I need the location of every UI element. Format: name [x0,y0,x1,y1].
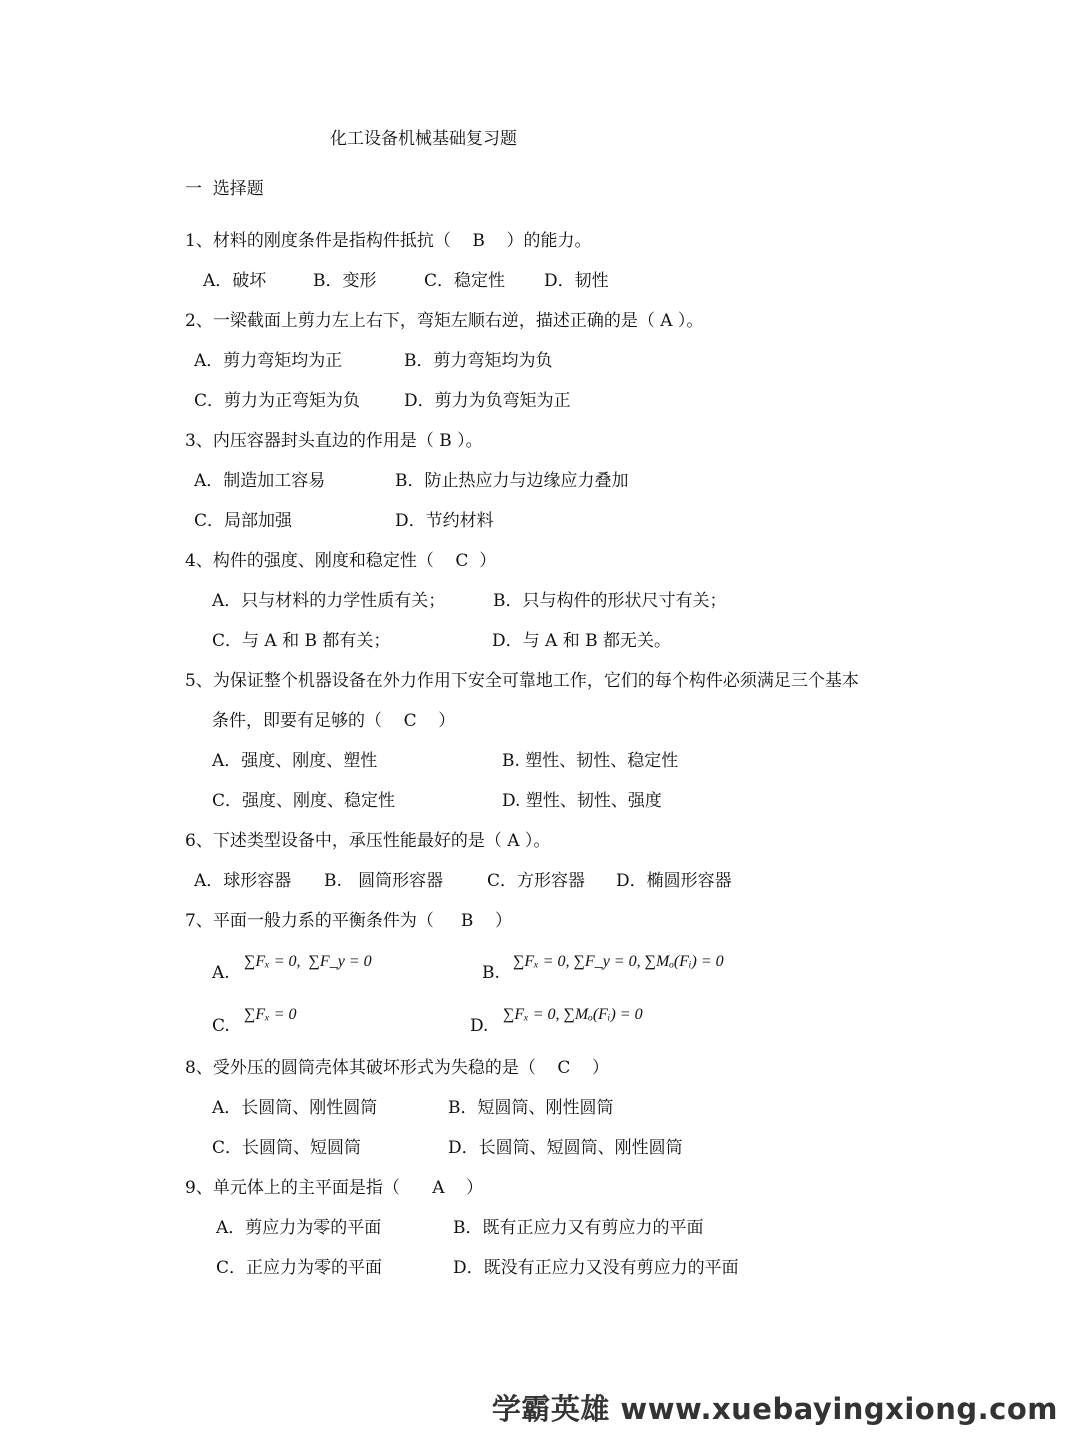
q4-option-c: C．与 A 和 B 都有关； [212,631,391,651]
question-2-stem: 2、一梁截面上剪力左上右下，弯矩左顺右逆，描述正确的是（ A ）。 [185,311,704,331]
question-9-stem: 9、单元体上的主平面是指（ A ） [185,1178,484,1198]
document-title: 化工设备机械基础复习题 [330,129,517,149]
q7-option-d-formula: ∑Fₓ = 0, ∑Mₒ(Fᵢ) = 0 [503,1006,643,1023]
q4-option-a: A．只与材料的力学性质有关； [212,591,446,611]
q6-option-c: C．方形容器 [487,871,586,891]
question-6-stem: 6、下述类型设备中，承压性能最好的是（ A ）。 [185,831,551,851]
site-watermark: 学霸英雄 www.xuebayingxiong.com [491,1392,1058,1426]
q6-option-a: A．球形容器 [194,871,292,891]
q2-option-b: B．剪力弯矩均为负 [404,351,553,371]
q4-option-b: B．只与构件的形状尺寸有关； [493,591,727,611]
q1-option-b: B．变形 [313,271,377,291]
q8-option-b: B．短圆筒、刚性圆筒 [448,1098,614,1118]
q3-option-c: C．局部加强 [194,511,293,531]
q9-option-b: B．既有正应力又有剪应力的平面 [453,1218,704,1238]
q7-option-c-formula: ∑Fₓ = 0 [244,1006,297,1023]
question-8-stem: 8、受外压的圆筒壳体其破坏形式为失稳的是（ C ） [185,1058,610,1078]
q1-option-d: D．韧性 [544,271,609,291]
q5-option-d: D. 塑性、韧性、强度 [502,791,662,811]
q9-option-d: D．既没有正应力又没有剪应力的平面 [453,1258,739,1278]
q2-option-c: C．剪力为正弯矩为负 [194,391,361,411]
q8-option-c: C．长圆筒、短圆筒 [212,1138,362,1158]
q8-option-a: A．长圆筒、刚性圆筒 [212,1098,378,1118]
q4-option-d: D．与 A 和 B 都无关。 [492,631,672,651]
q5-option-b: B. 塑性、韧性、稳定性 [502,751,679,771]
q7-option-b-label: B. [482,963,500,983]
q1-option-a: A．破坏 [203,271,267,291]
q2-option-a: A．剪力弯矩均为正 [194,351,343,371]
q7-option-a-label: A. [212,963,230,983]
q3-option-d: D．节约材料 [395,511,494,531]
q7-option-c-label: C. [212,1016,230,1036]
q7-option-d-label: D. [470,1016,489,1036]
section-heading: 一 选择题 [185,179,264,199]
q6-option-d: D．椭圆形容器 [616,871,732,891]
q7-option-a-formula: ∑Fₓ = 0, ∑F_y = 0 [244,953,372,970]
q5-option-c: C．强度、刚度、稳定性 [212,791,396,811]
q1-option-c: C．稳定性 [424,271,506,291]
q9-option-c: C．正应力为零的平面 [216,1258,383,1278]
q3-option-a: A．制造加工容易 [194,471,326,491]
q5-option-a: A．强度、刚度、塑性 [212,751,378,771]
question-5-stem: 5、为保证整个机器设备在外力作用下安全可靠地工作，它们的每个构件必须满足三个基本 [185,671,859,691]
question-7-stem: 7、平面一般力系的平衡条件为（ B ） [185,911,512,931]
q8-option-d: D．长圆筒、短圆筒、刚性圆筒 [448,1138,683,1158]
q9-option-a: A．剪应力为零的平面 [216,1218,382,1238]
q6-option-b: B. 圆筒形容器 [324,871,444,891]
q3-option-b: B．防止热应力与边缘应力叠加 [395,471,629,491]
question-3-stem: 3、内压容器封头直边的作用是（ B ）。 [185,431,483,451]
question-1-stem: 1、材料的刚度条件是指构件抵抗（ B ）的能力。 [185,231,592,251]
question-5-stem-continued: 条件，即要有足够的（ C ） [212,711,456,731]
q7-option-b-formula: ∑Fₓ = 0, ∑F_y = 0, ∑Mₒ(Fᵢ) = 0 [513,953,724,970]
question-4-stem: 4、构件的强度、刚度和稳定性（ C ） [185,551,497,571]
q2-option-d: D．剪力为负弯矩为正 [404,391,571,411]
